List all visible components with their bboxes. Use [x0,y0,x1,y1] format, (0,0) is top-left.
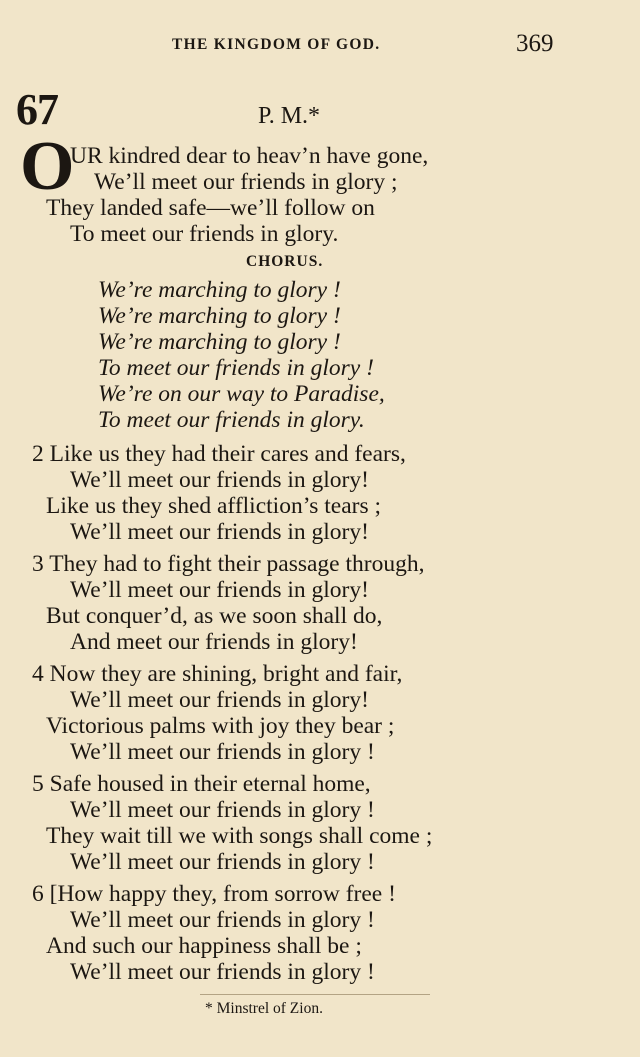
verse-line: 4 Now they are shining, bright and fair, [32,661,403,687]
verse-line: We’ll meet our friends in glory! [70,519,369,545]
verse-line: 3 They had to fight their passage through, [32,551,425,577]
chorus-line: We’re marching to glory ! [98,277,341,303]
meter-label: P. M.* [258,103,321,129]
verse-line: 6 [How happy they, from sorrow free ! [32,881,396,907]
verse-line: We’ll meet our friends in glory! [70,467,369,493]
drop-cap: O [20,128,75,205]
verse-line: UR kindred dear to heav’n have gone, [70,143,429,169]
verse-line: They landed safe—we’ll follow on [46,195,375,221]
verse-line: We’ll meet our friends in glory ! [70,849,375,875]
verse-line: We’ll meet our friends in glory! [70,577,369,603]
verse-line: We’ll meet our friends in glory ! [70,797,375,823]
running-header: THE KINGDOM OF GOD. [172,36,381,53]
verse-line: They wait till we with songs shall come ; [46,823,433,849]
verse-line: 2 Like us they had their cares and fears, [32,441,406,467]
footnote-divider [200,994,430,995]
verse-line: Victorious palms with joy they bear ; [46,713,395,739]
chorus-line: To meet our friends in glory ! [98,355,374,381]
verse-line: But conquer’d, as we soon shall do, [46,603,383,629]
chorus-line: To meet our friends in glory. [98,407,365,433]
verse-line: 5 Safe housed in their eternal home, [32,771,371,797]
verse-line: We’ll meet our friends in glory ; [94,169,398,195]
verse-line: We’ll meet our friends in glory ! [70,959,375,985]
footnote: * Minstrel of Zion. [205,1000,323,1017]
chorus-line: We’re marching to glory ! [98,303,341,329]
verse-line: We’ll meet our friends in glory! [70,687,369,713]
chorus-line: We’re on our way to Paradise, [98,381,385,407]
page-number: 369 [516,30,554,57]
verse-line: Like us they shed affliction’s tears ; [46,493,382,519]
verse-line: And such our happiness shall be ; [46,933,362,959]
verse-line: And meet our friends in glory! [70,629,358,655]
verse-line: To meet our friends in glory. [70,221,339,247]
chorus-label: CHORUS. [246,253,324,270]
chorus-line: We’re marching to glory ! [98,329,341,355]
verse-line: We’ll meet our friends in glory ! [70,907,375,933]
hymn-number: 67 [16,85,58,134]
verse-line: We’ll meet our friends in glory ! [70,739,375,765]
